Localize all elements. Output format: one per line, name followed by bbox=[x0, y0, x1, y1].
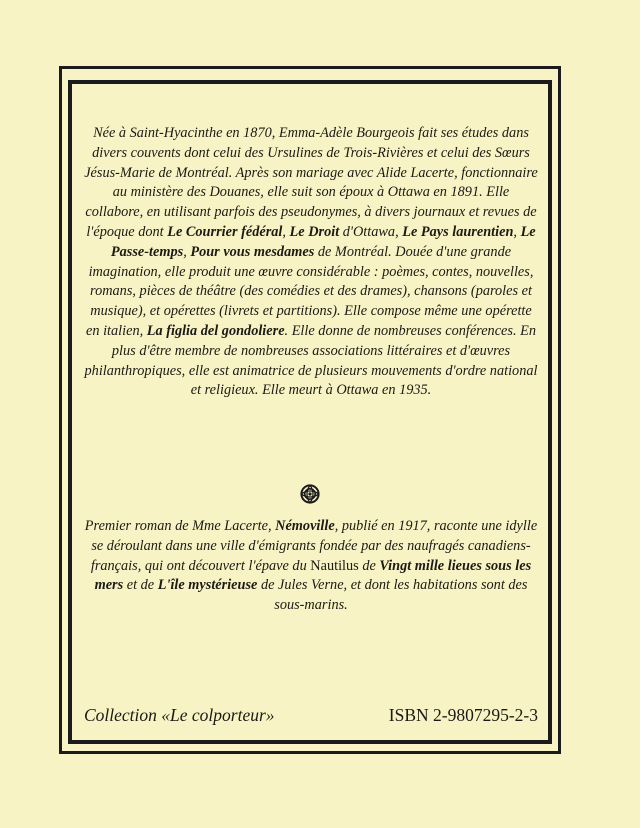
journal-title: Pour vous mesdames bbox=[190, 243, 315, 260]
verne-title: L'île mystérieuse bbox=[157, 577, 258, 594]
bio-text: , bbox=[513, 223, 521, 240]
novel-text: et de bbox=[123, 577, 158, 594]
novel-text: de Jules Verne, et dont les habitations sont des sous-marins. bbox=[257, 577, 528, 614]
novel-text: Premier roman de Mme Lacerte, bbox=[84, 518, 276, 534]
collection-name: Collection «Le colporteur» bbox=[84, 705, 275, 725]
novel-summary bbox=[84, 517, 538, 616]
bio-text: d'Ottawa, bbox=[339, 223, 403, 240]
operetta-title: La figlia del gondoliere bbox=[146, 322, 285, 339]
bio-text: de Montréal. Douée d'une grande imagination, elle produit une œuvre considérable : poèmes, contes, nouvelles, romans, pièces de théâtre (des comédies et des drames), chansons (paroles et musique), et opérettes (livrets et partitions). Elle compose même une opérette en italien, bbox=[86, 243, 534, 339]
bio-text: , bbox=[183, 243, 191, 260]
celtic-knot-icon bbox=[300, 484, 320, 504]
author-biography bbox=[84, 124, 538, 401]
novel-title: Némoville bbox=[275, 518, 335, 534]
bio-text: , bbox=[282, 223, 290, 240]
journal-title: Le Pays laurentien bbox=[402, 223, 514, 240]
journal-title: Le Courrier fédéral bbox=[167, 223, 283, 240]
bio-text: Née à Saint-Hyacinthe en 1870, Emma-Adèle Bourgeois fait ses études dans divers couvents dont celui des Ursulines de Trois-Rivières et celui des Sœurs Jésus-Marie de Montréal. Après son mariage avec Alide Lacerte, fonctionnaire au ministère des Douanes, elle suit son époux à Ottawa en 1891. Elle collabore, en utilisant parfois des pseudonymes, à divers journaux et revues de l'époque dont bbox=[84, 125, 538, 240]
verne-title: Vingt mille lieues sous les mers bbox=[94, 557, 532, 594]
journal-title: Le Droit bbox=[289, 223, 340, 240]
novel-text: de bbox=[358, 557, 380, 574]
isbn: ISBN 2-9807295-2-3 bbox=[388, 705, 538, 725]
ship-name: Nautilus bbox=[310, 557, 359, 574]
journal-title: Le Passe-temps bbox=[110, 223, 536, 260]
footer bbox=[84, 703, 538, 727]
bio-text: . Elle donne de nombreuses conférences. En plus d'être membre de nombreuses associations littéraires et d'œuvres philanthropiques, elle est animatrice de plusieurs mouvements d'ordre national et religieux. Elle meurt à Ottawa en 1935. bbox=[84, 322, 538, 399]
novel-text: , publié en 1917, raconte une idylle se déroulant dans une ville d'émigrants fondée par des naufragés canadiens-français, qui ont découvert l'épave du bbox=[90, 518, 538, 574]
